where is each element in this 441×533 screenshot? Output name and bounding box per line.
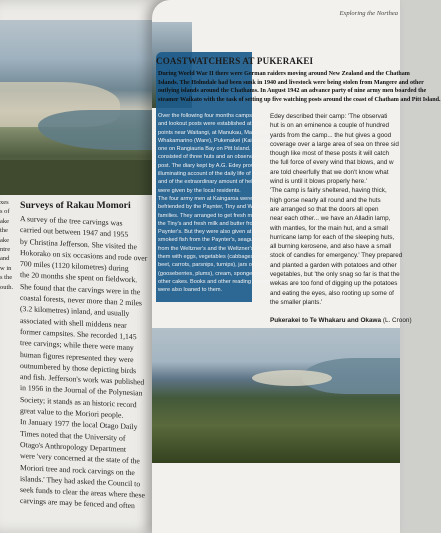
photo-credit: (L. Croon) [382, 317, 412, 324]
cut-off-column-fragments: xes s of ake the ake ntre and w in s the outh. [0, 199, 14, 291]
caption-title: Pukerakei to Te Whakaru and Okawa [270, 317, 382, 324]
right-page [152, 0, 441, 533]
running-header: Exploring the Northea [339, 10, 398, 17]
body-text: A survey of the tree carvings was carried out between 1947 and 1955 by Christina Jefferson. She visited the Hokorako on six occasions and rode over 700 miles (1120 kilometres) during the 20 months she spent on fieldwork. She found that the carvings were in the coastal forests, never more than 2 miles (3.2 kilometres) inland, and usually associated with shell middens near former campsites. She recorded 1,145 tree carvings; while there were many human figures represented they were outnumbered by those depicting birds and fish. Jefferson's work was published in 1956 in the Journal of the Polynesian Society; it stands as an historic record great value to the Moriori people. In January 1977 the local Otago Daily Times noted that the University of Otago's Anthropology Department were 'very concerned at the state of the Moriori tree and rock carvings on the islands.' They had asked the Council to seek funds to clear the areas where these carvings are may be fenced and often [20, 214, 148, 511]
coastal-landscape-photo [0, 20, 168, 195]
feature-heading: COASTWATCHERS AT PUKERAKEI [156, 56, 314, 66]
feature-column-right: Edey described their camp: 'The observati hut is on an eminence a couple of hundred yards from the camp... the hut gives a good coverage over a large area of sea on three sid though like most of these posts it will catch the full force of every wind that blows, and w are told cheerfully that we don't know what wind is until it blows properly here.' 'The camp is fairly sheltered, having thick, high gorse nearly all round and the huts are arranged so that the doors all open near each other... we have an Alladin lamp, with mantles, for the main hut, and a small hurricane lamp for each of the sleeping huts, all burning kerosene, and also have a small stock of candles for emergency.' They prepared and planted a garden with potatoes and other vegetables, but 'the only snag so far is that the wekas are too fond of digging up the potatoes and eating the eyes, also rooting up some of the smaller plants.' [270, 113, 403, 306]
intro-paragraph: During World War II there were German raiders moving around New Zealand and the Chatham Islands. The Holmdale had been sunk in 1940 and livestock were being stolen from Mangere and other outlying islands around the Chathams. In August 1942 an advance party of nine army men boarded the steamer Waikato with the task of setting up five watching posts around the coast of Chatham and Pitt Island. [158, 71, 441, 103]
coastline-aerial-photo [152, 328, 400, 463]
feature-column-left: Over the following four months camps and lookout posts were established at high points near Waitangi, at Manukau, Matakitaki Whakamarino (Ware), Pukenakei (Kaingaroa), and one on Rangiauria Bay on Pitt Island. Each camp consisted of three huts and an observation post. The diary kept by A.G. Edey provides an illuminating account of the daily life of the group and of the extraordinary amount of help they were given by the local residents. The four army men at Kaingaroa were befriended by the Paynter, Tiny and Weltzner families. They arranged to get fresh meat from the Tiny's and fresh milk and butter from the Paynter's. But they were also given at times smoked fish from the Paynter's, seagull eggs from the Weltzner's and the Weltzner's provided them with eggs, vegetables (cabbages, silver beet, carrots, parsnips, turnips), jars of fruit (gooseberries, plums), cream, sponges and other cakes. Books and other reading material were also loaned to them. [158, 113, 284, 294]
photo-caption [270, 317, 412, 324]
section-heading: Surveys of Rakau Momori [20, 200, 131, 211]
left-page [0, 0, 168, 533]
